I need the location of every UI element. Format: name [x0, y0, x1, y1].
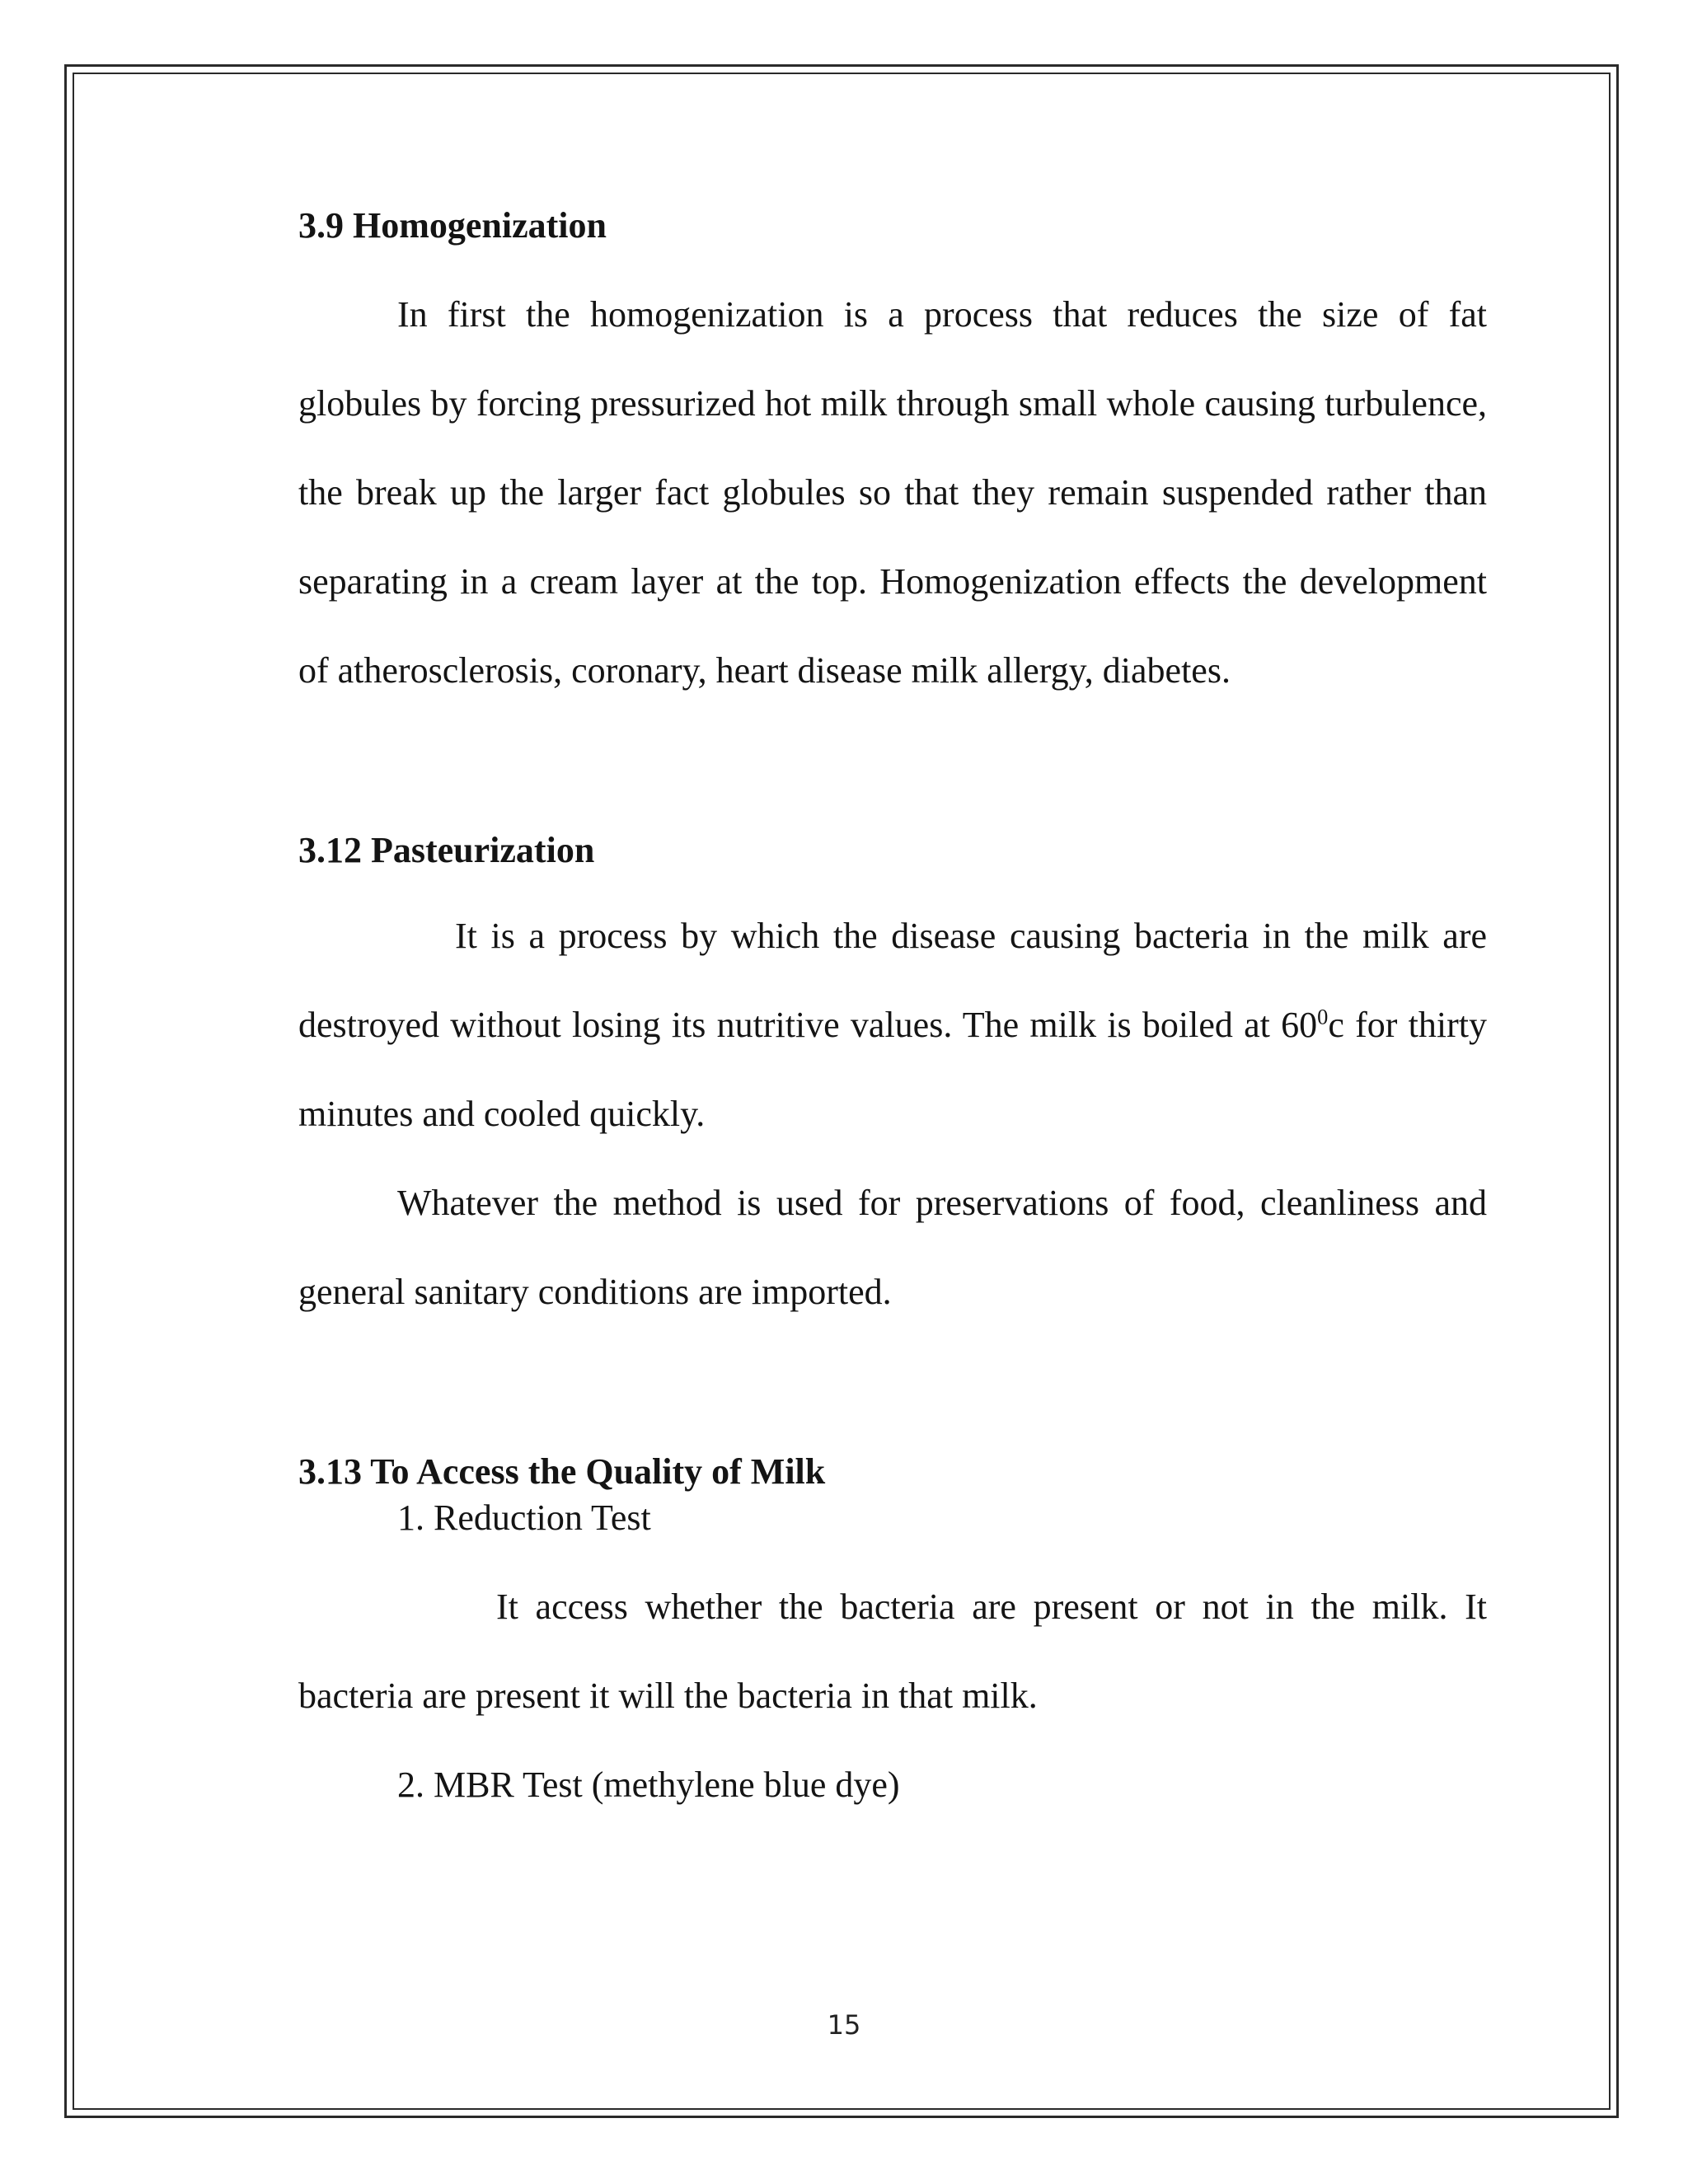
list-item-reduction-test: 1. Reduction Test	[397, 1497, 651, 1538]
page-number: 15	[827, 2009, 861, 2041]
paragraph-reduction-test: It access whether the bacteria are present or not in the milk. It bacteria are present it will the bacteria in that milk.	[298, 1586, 1487, 1716]
section-heading-homogenization: 3.9 Homogenization	[298, 205, 607, 246]
degree-superscript: 0	[1317, 1004, 1329, 1029]
section-heading-quality-of-milk: 3.13 To Access the Quality of Milk	[298, 1451, 826, 1492]
pasteurization-text-a: It is a process by which the disease causing bacteria in the milk are destroyed without losing its nutritive values. The milk is boiled at 60	[298, 916, 1487, 1045]
paragraph-homogenization: In first the homogenization is a process that reduces the size of fat globules by forcing pressurized hot milk through small whole causing turbulence, the break up the larger fact globules so that they remain suspended rather than separating in a cream layer at the top. Homogenization effects the development of atherosclerosis, coronary, heart disease milk allergy, diabetes.	[298, 294, 1487, 691]
pasteurization-text-b: c for thirty minutes and cooled quickly.	[298, 1005, 1487, 1134]
paragraph-cleanliness: Whatever the method is used for preservations of food, cleanliness and general sanitary conditions are imported.	[298, 1183, 1487, 1312]
section-heading-pasteurization: 3.12 Pasteurization	[298, 830, 595, 870]
paragraph-pasteurization	[298, 892, 1487, 1159]
list-item-mbr-test: 2. MBR Test (methylene blue dye)	[397, 1765, 900, 1805]
